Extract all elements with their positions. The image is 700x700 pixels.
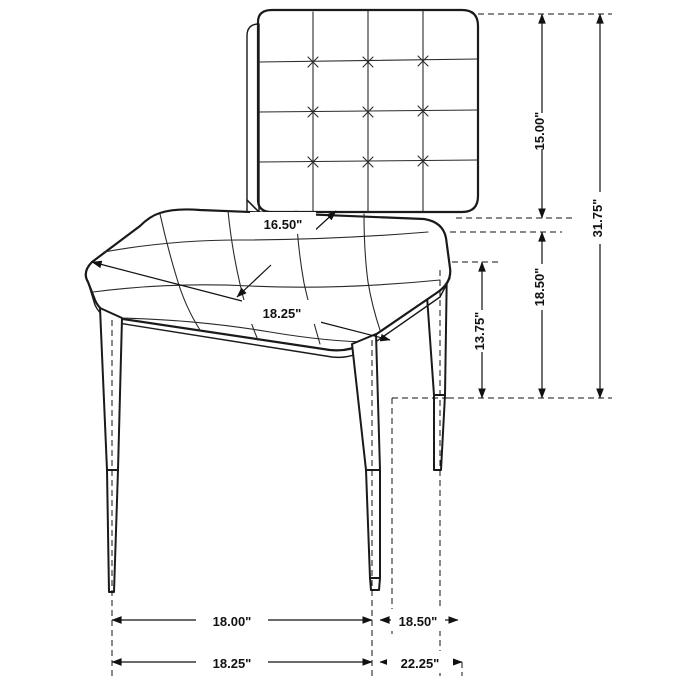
dim-label-18-50-v: 18.50" [532,267,547,307]
dimension-seat-back-height [518,14,570,218]
dimension-side-leg-span [380,609,458,631]
dimension-overall-depth [380,651,462,673]
dim-label-15: 15.00" [532,111,547,151]
dim-label-18-25-width: 18.25" [212,656,252,671]
dim-label-13-75: 13.75" [472,311,487,351]
dim-label-18-25-seat: 18.25" [262,306,302,321]
dim-label-18-00: 18.00" [212,614,252,629]
dim-label-16-50: 16.50" [263,217,303,232]
dim-label-22-25: 22.25" [400,656,440,671]
dimension-back-to-seat-height [518,232,570,398]
dimension-overall-width [112,651,372,673]
chair-backrest [247,10,478,226]
dim-label-31-75: 31.75" [590,198,605,238]
dimension-front-leg-span [112,609,372,631]
dimension-overall-height [576,14,626,398]
dim-label-18-50-h: 18.50" [398,614,438,629]
dimension-seat-height [458,262,508,398]
